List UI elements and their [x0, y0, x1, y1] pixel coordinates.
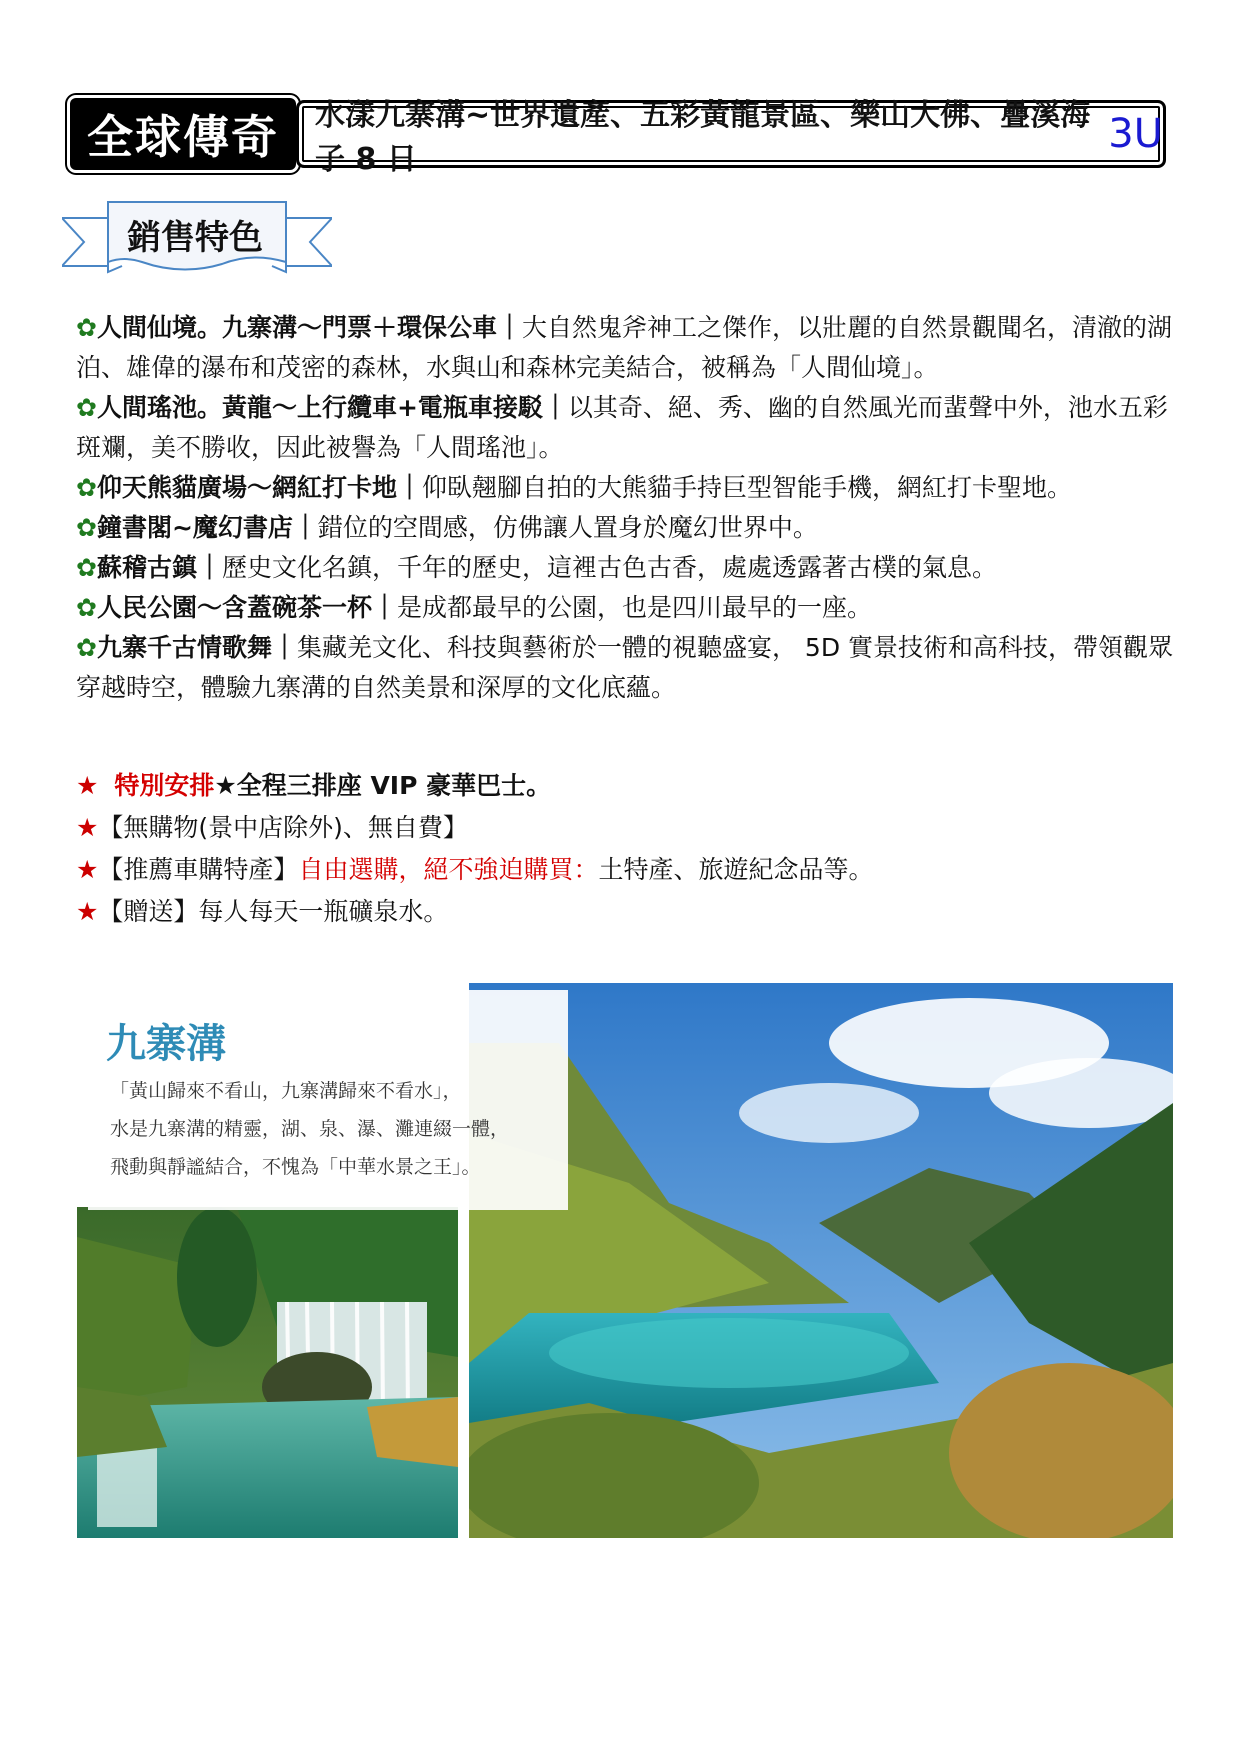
flower-icon: ✿: [76, 473, 97, 502]
flower-icon: ✿: [76, 313, 97, 342]
star-icon: ★: [76, 897, 99, 926]
section-label: 銷售特色: [127, 217, 263, 258]
lake-illustration: [469, 983, 1173, 1538]
waterfall-photo: [77, 1207, 458, 1538]
star-icon: ★: [76, 855, 99, 884]
tour-title: 水漾九寨溝~世界遺產、五彩黃龍景區、樂山大佛、疊溪海子 8 日: [315, 98, 1091, 177]
airline-code: 3U: [1108, 111, 1163, 157]
flower-icon: ✿: [76, 633, 97, 662]
lake-photo: [469, 983, 1173, 1538]
tour-title-box: [296, 98, 1166, 177]
extra-gift: ★【贈送】每人每天一瓶礦泉水。: [76, 897, 449, 926]
feature-item: ✿人間瑤池。黃龍～上行纜車+電瓶車接駁｜以其奇、絕、秀、幽的自然風光而蜚聲中外，池水五彩斑斕，美不勝收，因此被譽為「人間瑤池」。: [76, 393, 1168, 462]
feature-item: ✿九寨千古情歌舞｜集藏羌文化、科技與藝術於一體的視聽盛宴， 5D 實景技術和高科技，帶領觀眾穿越時空，體驗九寨溝的自然美景和深厚的文化底蘊。: [76, 633, 1174, 702]
waterfall-illustration: [77, 1207, 458, 1538]
extra-special: ★ 特別安排★全程三排座 VIP 豪華巴士。: [76, 771, 552, 800]
caption-heading: 九寨溝: [106, 1020, 226, 1067]
feature-item: ✿蘇稽古鎮｜歷史文化名鎮，千年的歷史，這裡古色古香，處處透露著古樸的氣息。: [76, 553, 997, 582]
brand-logo: [70, 98, 296, 170]
brand-name: 全球傳奇: [87, 110, 279, 164]
feature-item: ✿人民公園～含蓋碗茶一杯｜是成都最早的公園，也是四川最早的一座。: [76, 593, 872, 622]
extra-no-shopping: ★【無購物(景中店除外)、無自費】: [76, 813, 468, 842]
extras-list: [76, 765, 1176, 933]
caption-text: 「黃山歸來不看山，九寨溝歸來不看水」， 水是九寨溝的精靈，湖、泉、瀑、灘連綴一體， 飛動與靜謐結合，不愧為「中華水景之王」。: [110, 1080, 510, 1178]
feature-item: ✿人間仙境。九寨溝～門票＋環保公車｜大自然鬼斧神工之傑作，以壯麗的自然景觀聞名，清澈的湖泊、雄偉的瀑布和茂密的森林，水與山和森林完美結合，被稱為「人間仙境」。: [76, 313, 1172, 382]
feature-item: ✿仰天熊貓廣場～網紅打卡地｜仰臥翹腳自拍的大熊貓手持巨型智能手機，網紅打卡聖地。: [76, 473, 1072, 502]
flower-icon: ✿: [76, 553, 97, 582]
feature-list: [76, 308, 1176, 708]
flower-icon: ✿: [76, 593, 97, 622]
flower-icon: ✿: [76, 513, 97, 542]
star-icon: ★: [76, 813, 99, 842]
flower-icon: ✿: [76, 393, 97, 422]
photo-caption-card: [88, 990, 568, 1210]
feature-item: ✿鐘書閣~魔幻書店｜錯位的空間感，仿佛讓人置身於魔幻世界中。: [76, 513, 818, 542]
extra-recommend: ★【推薦車購特產】自由選購，絕不強迫購買：土特產、旅遊紀念品等。: [76, 855, 874, 884]
star-icon: ★: [76, 771, 99, 800]
section-ribbon: [62, 200, 332, 290]
